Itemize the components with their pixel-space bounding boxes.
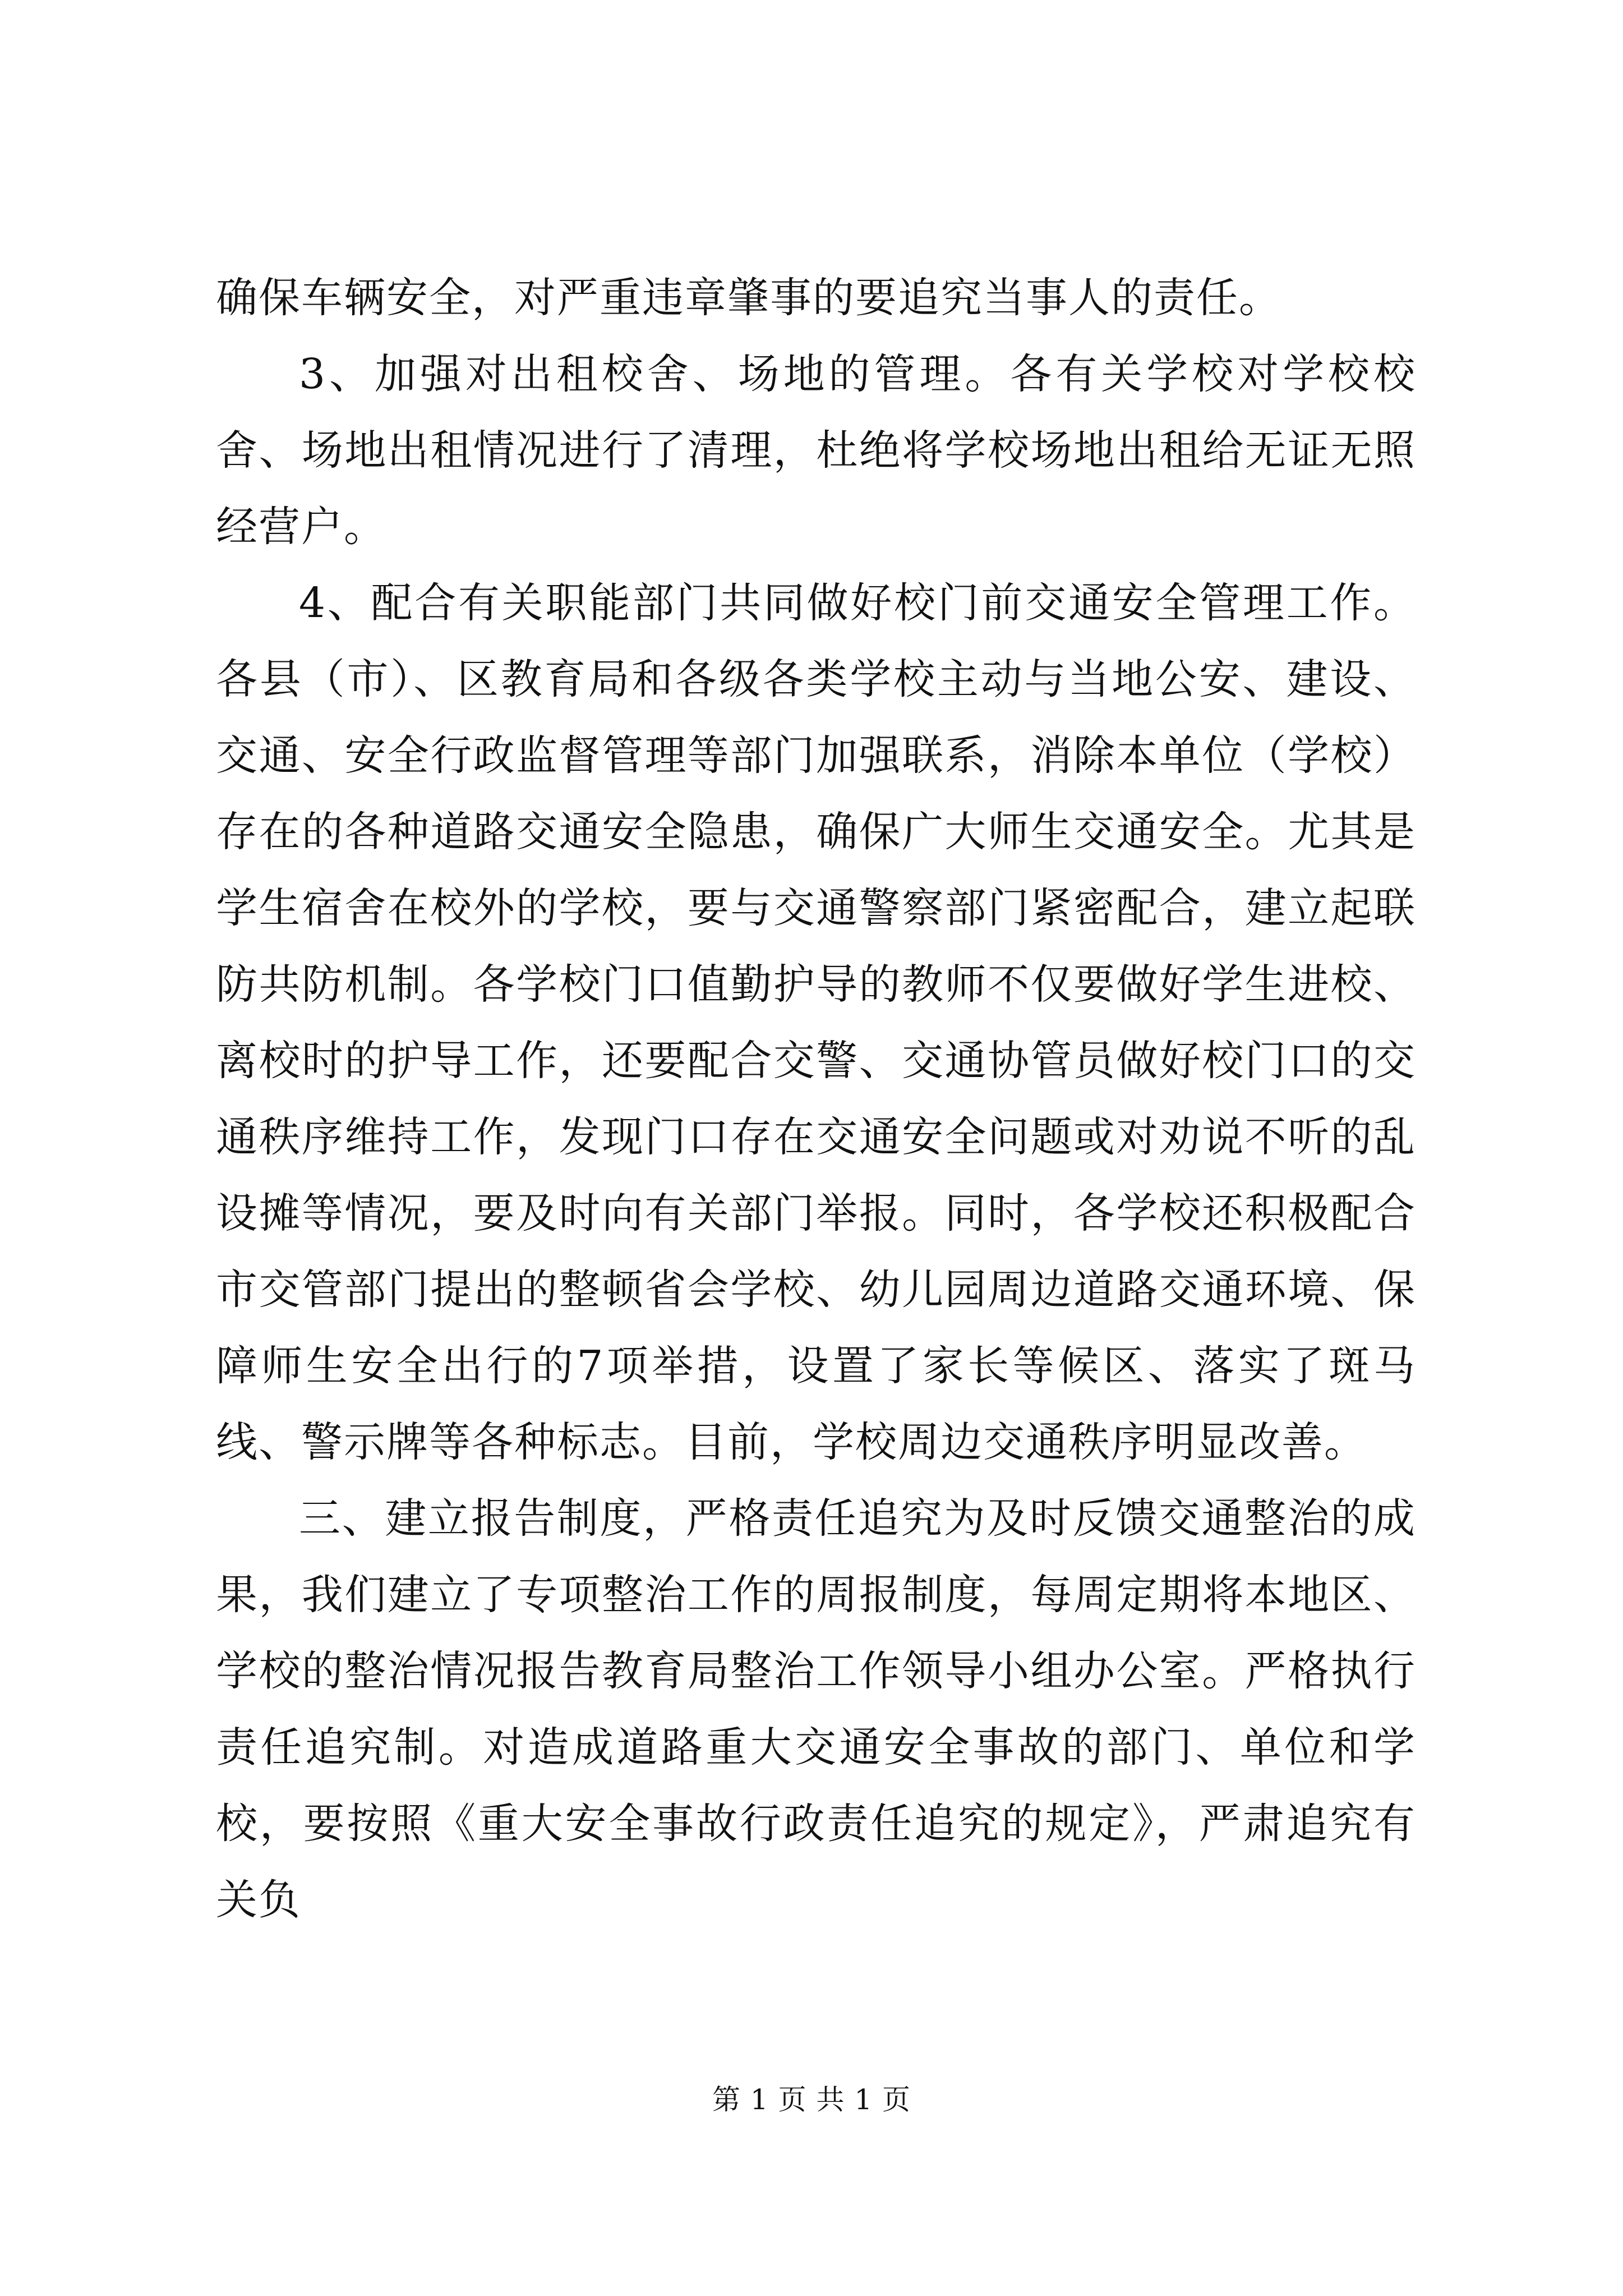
paragraph-continuation: 确保车辆安全，对严重违章肇事的要追究当事人的责任。 — [216, 274, 1281, 322]
document-body — [216, 260, 1416, 1938]
paragraph-item-3: 3、加强对出租校舍、场地的管理。各有关学校对学校校舍、场地出租情况进行了清理，杜绝将学校场地出租给无证无照经营户。 — [216, 350, 1416, 551]
paragraph-item-4: 4、配合有关职能部门共同做好校门前交通安全管理工作。各县（市）、区教育局和各级各类学校主动与当地公安、建设、交通、安全行政监督管理等部门加强联系，消除本单位（学校）存在的各种道路交通安全隐患，确保广大师生交通安全。尤其是学生宿舍在校外的学校，要与交通警察部门紧密配合，建立起联防共防机制。各学校门口值勤护导的教师不仅要做好学生进校、离校时的护导工作，还要配合交警、交通协管员做好校门口的交通秩序维持工作，发现门口存在交通安全问题或对劝说不听的乱设摊等情况，要及时向有关部门举报。同时，各学校还积极配合市交管部门提出的整顿省会学校、幼儿园周边道路交通环境、保障师生安全出行的7项举措，设置了家长等候区、落实了斑马线、警示牌等各种标志。目前，学校周边交通秩序明显改善。 — [216, 579, 1416, 1466]
page-footer: 第 1 页 共 1 页 — [712, 2083, 911, 2116]
paragraph-section-3: 三、建立报告制度，严格责任追究为及时反馈交通整治的成果，我们建立了专项整治工作的周报制度，每周定期将本地区、学校的整治情况报告教育局整治工作领导小组办公室。严格执行责任追究制。对造成道路重大交通安全事故的部门、单位和学校，要按照《重大安全事故行政责任追究的规定》，严肃追究有关负 — [216, 1494, 1416, 1924]
